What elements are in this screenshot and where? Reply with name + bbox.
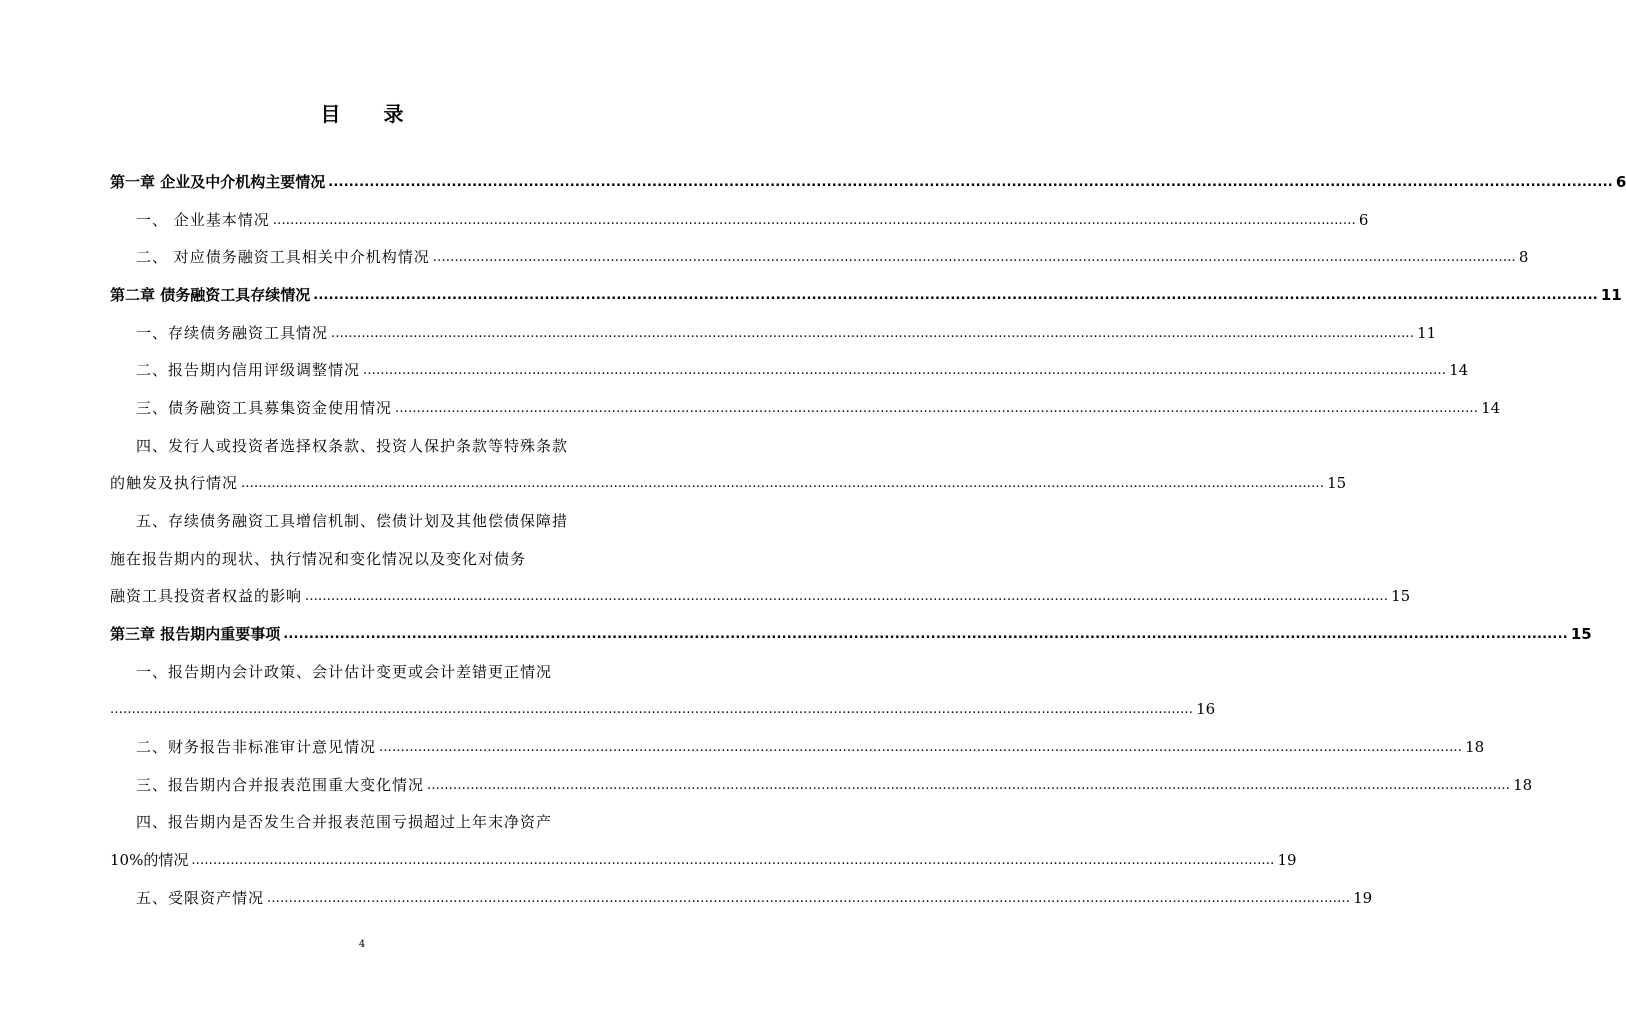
- toc-entry-text: 融资工具投资者权益的影响: [110, 587, 303, 605]
- toc-section-2-1[interactable]: [110, 317, 1437, 343]
- toc-entry-text: 10%的情况: [110, 851, 189, 869]
- toc-entry-text: 五、受限资产情况: [136, 889, 265, 907]
- dot-leader: ..........................................................................................................................................................................................................................................................: [331, 326, 1415, 341]
- dot-leader: ..........................................................................................................................................................................................................................................................: [241, 476, 1325, 491]
- toc-entry-text: 第一章 企业及中介机构主要情况: [110, 173, 326, 191]
- dot-leader: ..........................................................................................................................................................................................................................................................: [305, 589, 1389, 604]
- dot-leader: ..........................................................................................................................................................................................................................................................: [363, 363, 1447, 378]
- toc-section-2-4[interactable]: [110, 467, 1347, 493]
- toc-page-number: 14: [1481, 399, 1501, 417]
- toc-page-number: 11: [1600, 286, 1622, 304]
- toc-page-number: 15: [1570, 625, 1592, 643]
- toc-entry-text: 一、存续债务融资工具情况: [136, 324, 329, 342]
- dot-leader: ..........................................................................................................................................................................................................................................................: [328, 175, 1613, 190]
- dot-leader: ..........................................................................................................................................................................................................................................................: [283, 627, 1568, 642]
- toc-section-1-2[interactable]: [110, 241, 1529, 267]
- page-number: 4: [358, 939, 366, 950]
- toc-section-2-5[interactable]: [110, 580, 1411, 606]
- toc-entry-text: 二、财务报告非标准审计意见情况: [136, 738, 377, 756]
- toc-entry-text: 二、 对应债务融资工具相关中介机构情况: [136, 248, 430, 266]
- toc-section-2-5-line[interactable]: 施在报告期内的现状、执行情况和变化情况以及变化对债务: [110, 550, 527, 568]
- toc-chapter-2[interactable]: [110, 279, 1622, 305]
- dot-leader: ..........................................................................................................................................................................................................................................................: [267, 891, 1351, 906]
- toc-section-3-4-line[interactable]: 四、报告期内是否发生合并报表范围亏损超过上年末净资产: [136, 813, 553, 831]
- toc-entry-text: 三、报告期内合并报表范围重大变化情况: [136, 776, 425, 794]
- toc-entry-text: 二、报告期内信用评级调整情况: [136, 361, 361, 379]
- toc-page-number: 8: [1518, 248, 1529, 266]
- toc-section-3-4[interactable]: [110, 844, 1297, 870]
- toc-chapter-3[interactable]: [110, 618, 1592, 644]
- toc-section-3-1[interactable]: [110, 693, 1216, 719]
- toc-section-3-3[interactable]: [110, 769, 1533, 795]
- dot-leader: ..........................................................................................................................................................................................................................................................: [395, 401, 1479, 416]
- toc-entry-text: 的触发及执行情况: [110, 474, 239, 492]
- toc-page-number: 6: [1615, 173, 1626, 191]
- toc-section-3-2[interactable]: [110, 731, 1485, 757]
- toc-section-2-3[interactable]: [110, 392, 1501, 418]
- toc-section-1-1[interactable]: [110, 204, 1369, 230]
- dot-leader: ..........................................................................................................................................................................................................................................................: [379, 740, 1463, 755]
- toc-section-2-5-line[interactable]: 五、存续债务融资工具增信机制、偿债计划及其他偿债保障措: [136, 512, 569, 530]
- toc-page-number: 19: [1353, 889, 1373, 907]
- toc-page-number: 15: [1391, 587, 1411, 605]
- toc-page-number: 14: [1449, 361, 1469, 379]
- page-title: 目 录: [320, 102, 422, 126]
- dot-leader: ..........................................................................................................................................................................................................................................................: [110, 702, 1194, 717]
- toc-page-number: 11: [1417, 324, 1437, 342]
- toc-section-3-1-line[interactable]: 一、报告期内会计政策、会计估计变更或会计差错更正情况: [136, 663, 553, 681]
- toc-entry-text: 第二章 债务融资工具存续情况: [110, 286, 311, 304]
- dot-leader: ..........................................................................................................................................................................................................................................................: [432, 250, 1516, 265]
- toc-section-2-4-line[interactable]: 四、发行人或投资者选择权条款、投资人保护条款等特殊条款: [136, 437, 569, 455]
- toc-chapter-1[interactable]: [110, 166, 1626, 192]
- toc-page-number: 16: [1196, 700, 1216, 718]
- toc-page-number: 18: [1513, 776, 1533, 794]
- dot-leader: ..........................................................................................................................................................................................................................................................: [272, 213, 1356, 228]
- dot-leader: ..........................................................................................................................................................................................................................................................: [427, 778, 1511, 793]
- toc-page-number: 19: [1277, 851, 1297, 869]
- dot-leader: ..........................................................................................................................................................................................................................................................: [313, 288, 1598, 303]
- toc-page-number: 18: [1465, 738, 1485, 756]
- dot-leader: ..........................................................................................................................................................................................................................................................: [191, 853, 1275, 868]
- toc-section-2-2[interactable]: [110, 354, 1469, 380]
- toc-entry-text: 一、 企业基本情况: [136, 211, 270, 229]
- toc-section-3-5[interactable]: [110, 882, 1373, 908]
- toc-entry-text: 三、债务融资工具募集资金使用情况: [136, 399, 393, 417]
- toc-page-number: 15: [1327, 474, 1347, 492]
- toc-page-number: 6: [1358, 211, 1369, 229]
- toc-entry-text: 第三章 报告期内重要事项: [110, 625, 281, 643]
